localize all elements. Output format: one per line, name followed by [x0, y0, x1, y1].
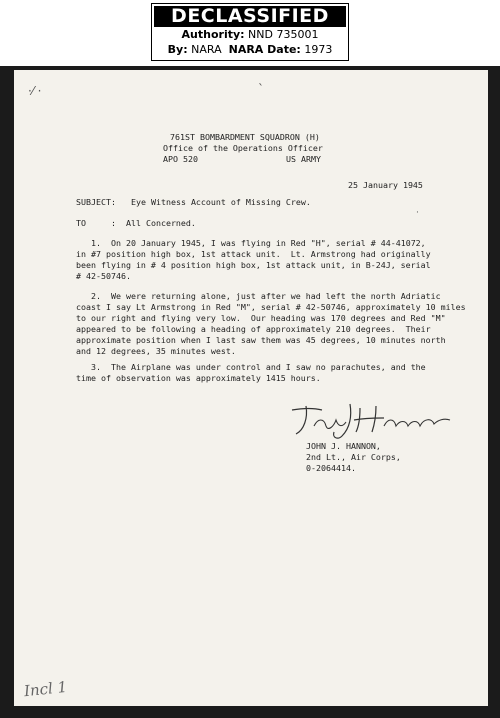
- signature-serial: 0-2064414.: [306, 463, 356, 473]
- paragraph-1-line: 1. On 20 January 1945, I was flying in Red "H", serial # 44-41072,: [91, 238, 426, 248]
- paragraph-1-line: been flying in # 4 position high box, 1st attack unit, in B-24J, serial: [76, 260, 431, 270]
- declassified-title: DECLASSIFIED: [154, 6, 346, 27]
- stray-mark: ˋ: [258, 82, 264, 96]
- paragraph-2-line: approximate position when I last saw them was 45 degrees, 10 minutes north: [76, 335, 446, 345]
- paragraph-1-line: in #7 position high box, 1st attack unit. Lt. Armstrong had originally: [76, 249, 431, 259]
- paragraph-2-line: 2. We were returning alone, just after we had left the north Adriatic: [91, 291, 441, 301]
- document-date: 25 January 1945: [348, 180, 423, 190]
- squadron-heading: 761ST BOMBARDMENT SQUADRON (H): [170, 132, 320, 142]
- stray-mark: ·⁄ ·: [28, 84, 42, 98]
- authority-label: Authority:: [181, 28, 245, 41]
- paragraph-2-line: and 12 degrees, 35 minutes west.: [76, 346, 236, 356]
- by-value: NARA: [191, 43, 222, 56]
- document-page: [14, 70, 488, 706]
- apo-heading: APO 520: [163, 154, 198, 164]
- handwritten-signature: [284, 396, 454, 440]
- to-label: TO: [76, 218, 86, 228]
- authority-line: [152, 27, 348, 42]
- paragraph-2-line: coast I say Lt Armstrong in Red "M", serial # 42-50746, approximately 10 miles: [76, 302, 466, 312]
- handwritten-note: Incl 1: [23, 677, 68, 701]
- by-date-line: [152, 42, 348, 57]
- signature-rank: 2nd Lt., Air Corps,: [306, 452, 401, 462]
- to-text: : All Concerned.: [111, 218, 196, 228]
- paragraph-2-line: appeared to be following a heading of approximately 210 degrees. Their: [76, 324, 431, 334]
- paragraph-3-line: 3. The Airplane was under control and I saw no parachutes, and the: [91, 362, 426, 372]
- paragraph-3-line: time of observation was approximately 1415 hours.: [76, 373, 321, 383]
- subject-text: Eye Witness Account of Missing Crew.: [131, 197, 311, 207]
- declassified-stamp: [151, 3, 349, 61]
- paragraph-2-line: to our right and flying very low. Our heading was 170 degrees and Red "M": [76, 313, 446, 323]
- date-value: 1973: [304, 43, 333, 56]
- signature-name: JOHN J. HANNON,: [306, 441, 381, 451]
- authority-value: NND 735001: [248, 28, 319, 41]
- by-label: By:: [167, 43, 188, 56]
- subject-label: SUBJECT:: [76, 197, 116, 207]
- office-heading: Office of the Operations Officer: [163, 143, 323, 153]
- army-heading: US ARMY: [286, 154, 321, 164]
- date-label: NARA Date:: [228, 43, 301, 56]
- paragraph-1-line: # 42-50746.: [76, 271, 131, 281]
- stray-mark: ·: [416, 208, 419, 218]
